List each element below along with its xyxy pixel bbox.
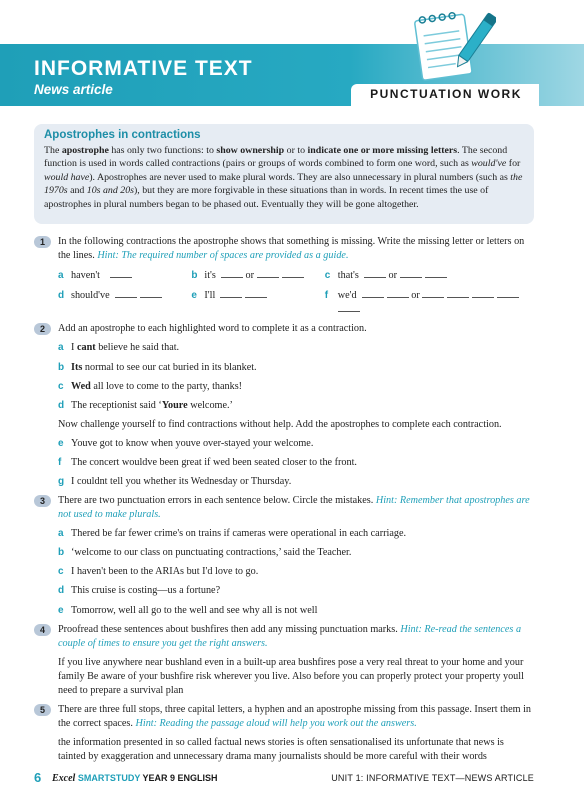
info-text: and xyxy=(67,185,87,197)
highlighted-word[interactable]: cant xyxy=(76,342,96,354)
proofread-passage[interactable]: the information presented in so called factual news stories is often sensationalised its unfortunate that news is tainted by exaggeration and unnecessary drama many journalists should be more careful with their words xyxy=(58,737,504,763)
item-letter: f xyxy=(324,290,329,302)
page-header xyxy=(0,0,584,106)
contraction-word: it's xyxy=(204,270,216,282)
brand-name: Excel xyxy=(52,773,76,784)
item-letter: c xyxy=(58,566,64,578)
series-name: SMARTSTUDY xyxy=(77,773,141,783)
answer-blank[interactable] xyxy=(140,289,162,298)
question-prompt: There are two punctuation errors in each sentence below. Circle the mistakes. xyxy=(58,495,376,507)
sentence-text: welcome.’ xyxy=(187,399,233,411)
list-item[interactable] xyxy=(58,604,534,618)
question-1 xyxy=(34,235,534,317)
list-item xyxy=(58,361,534,375)
info-bold-term: apostrophe xyxy=(61,144,109,156)
book-title xyxy=(52,772,218,786)
answer-blank[interactable] xyxy=(472,289,494,298)
answer-item xyxy=(58,289,191,317)
contraction-word: we'd xyxy=(337,290,357,302)
list-item[interactable] xyxy=(58,475,534,489)
question-4 xyxy=(34,623,534,698)
question-number: 5 xyxy=(34,704,51,716)
question-3 xyxy=(34,494,534,618)
answer-blank[interactable] xyxy=(257,269,279,278)
answer-blank[interactable] xyxy=(422,289,444,298)
info-text: has only two functions: to xyxy=(108,144,217,156)
item-letter: c xyxy=(324,270,331,282)
question-hint: Hint: Reading the passage aloud will help you work out the answers. xyxy=(135,718,417,730)
answer-blank[interactable] xyxy=(400,269,422,278)
answer-blank[interactable] xyxy=(338,303,360,312)
info-text: or to xyxy=(284,144,308,156)
highlighted-word[interactable]: Wed xyxy=(71,380,91,392)
info-text: for xyxy=(506,158,521,170)
question-text xyxy=(58,703,534,731)
sentence-text: Youve got to know when youve over-stayed your welcome. xyxy=(71,437,314,449)
info-box xyxy=(34,124,534,224)
instruction-paragraph: Now challenge yourself to find contractions without help. Add the apostrophes to complete each contraction. xyxy=(58,418,502,430)
question-number: 1 xyxy=(34,236,51,248)
answer-blank[interactable] xyxy=(282,269,304,278)
or-word: or xyxy=(411,290,420,302)
item-letter: c xyxy=(58,380,64,392)
info-italic-term: 10s and 20s xyxy=(86,185,134,197)
info-text: . The second function is used in words called contractions (pairs or groups of words combined to form one word, such as xyxy=(44,144,508,170)
item-letter: b xyxy=(58,361,65,373)
list-item[interactable] xyxy=(58,565,534,579)
unit-title: UNIT 1: INFORMATIVE TEXT—NEWS ARTICLE xyxy=(331,773,534,783)
question-number: 3 xyxy=(34,495,51,507)
answer-item xyxy=(325,289,534,317)
item-letter: a xyxy=(58,342,64,354)
sentence-text: Tomorrow, well all go to the well and see why all is not well xyxy=(71,604,318,616)
sentence-text: Thered be far fewer crime's on trains if cameras were operational in each carriage. xyxy=(71,528,407,540)
answer-blank[interactable] xyxy=(497,289,519,298)
item-letter: d xyxy=(58,585,65,597)
sentence-text: I xyxy=(71,342,77,354)
item-letter: b xyxy=(58,547,65,559)
info-box-text xyxy=(44,144,524,211)
answer-blank[interactable] xyxy=(115,289,137,298)
book-name: YEAR 9 ENGLISH xyxy=(142,773,218,783)
sentence-text: all love to come to the party, thanks! xyxy=(90,380,243,392)
sentence-text: normal to see our cat buried in its blanket. xyxy=(82,361,257,373)
question-hint: Hint: Remember that apostrophes are not used to make plurals. xyxy=(58,495,530,521)
list-item xyxy=(58,341,534,355)
contraction-word: that's xyxy=(337,270,359,282)
list-item[interactable] xyxy=(58,527,534,541)
question-number: 4 xyxy=(34,624,51,636)
info-bold-term: show ownership xyxy=(216,144,285,156)
item-letter: b xyxy=(191,270,198,282)
item-letter: f xyxy=(58,456,62,468)
answer-item xyxy=(191,289,324,317)
question-prompt: In the following contractions the apostrophe shows that something is missing. Write the missing letter or letters on the lines. xyxy=(58,236,525,262)
item-letter: e xyxy=(58,437,64,449)
question-prompt: There are three full stops, three capital letters, a hyphen and an apostrophe missing from this passage. Insert them in the correct spaces. xyxy=(58,704,532,730)
answer-blank[interactable] xyxy=(110,269,132,278)
list-item[interactable] xyxy=(58,584,534,598)
section-tab-label: PUNCTUATION WORK xyxy=(370,87,522,101)
list-item xyxy=(58,380,534,394)
page-subtitle: News article xyxy=(34,82,113,97)
answer-blank[interactable] xyxy=(364,269,386,278)
list-item xyxy=(58,399,534,413)
answer-item xyxy=(191,269,324,283)
proofread-passage[interactable]: If you live anywhere near bushland even in a built-up area bushfires pose a very real threat to your home and your family Be aware of your bushfire risk wherever you live. Also before you can properly protect your property youll need to prepare a survival plan xyxy=(58,656,524,696)
answer-blank[interactable] xyxy=(425,269,447,278)
page-title: INFORMATIVE TEXT xyxy=(34,57,253,80)
question-prompt: Proofread these sentences about bushfires then add any missing punctuation marks. xyxy=(58,623,401,635)
page-footer xyxy=(34,771,534,785)
sentence-text: ‘welcome to our class on punctuating contractions,’ said the Teacher. xyxy=(71,547,352,559)
notepad-icon xyxy=(408,4,496,84)
answer-blank[interactable] xyxy=(245,289,267,298)
item-letter: e xyxy=(191,290,197,302)
question-5 xyxy=(34,703,534,764)
answer-blank[interactable] xyxy=(362,289,384,298)
or-word: or xyxy=(388,270,397,282)
info-italic-term: would have xyxy=(44,171,90,183)
info-bold-term: indicate one or more missing letters xyxy=(307,144,458,156)
question-number: 2 xyxy=(34,323,51,335)
item-letter: a xyxy=(58,270,64,282)
question-text: Add an apostrophe to each highlighted word to complete it as a contraction. xyxy=(58,323,367,335)
answer-row xyxy=(58,269,534,283)
answer-row xyxy=(58,289,534,317)
item-letter: d xyxy=(58,290,65,302)
info-text: ), but they are more forgivable in these situations than in words. In recent times the use of apostrophes in plural numbers began to be phased out. Eventually they will be gone altogether. xyxy=(44,185,489,210)
highlighted-word[interactable]: Its xyxy=(71,361,83,373)
info-text: The xyxy=(44,144,62,156)
contraction-word: should've xyxy=(71,290,110,302)
sentence-text: The receptionist said ‘ xyxy=(71,399,162,411)
info-italic-term: would've xyxy=(471,158,507,170)
question-2 xyxy=(34,322,534,489)
question-text xyxy=(58,235,534,263)
item-letter: d xyxy=(58,399,65,411)
sentence-text: The concert wouldve been great if wed been seated closer to the front. xyxy=(71,456,357,468)
list-item[interactable] xyxy=(58,437,534,451)
item-letter: a xyxy=(58,528,64,540)
list-item[interactable] xyxy=(58,546,534,560)
sentence-text: I haven't been to the ARIAs but I'd love to go. xyxy=(71,566,259,578)
sentence-text: This cruise is costing—us a fortune? xyxy=(71,585,221,597)
info-text: ). Apostrophes are never used to make plural words. They are also unnecessary in plural numbers (such as xyxy=(89,171,511,183)
highlighted-word[interactable]: Youre xyxy=(161,399,188,411)
item-letter: e xyxy=(58,604,64,616)
answer-blank[interactable] xyxy=(221,269,243,278)
answer-item xyxy=(325,269,534,283)
answer-item xyxy=(58,269,191,283)
question-text xyxy=(58,494,534,522)
page-number: 6 xyxy=(34,770,42,785)
answer-blank[interactable] xyxy=(220,289,242,298)
exercise-content xyxy=(34,235,534,767)
contraction-word: I'll xyxy=(204,290,216,302)
info-box-title: Apostrophes in contractions xyxy=(44,129,201,141)
question-hint: Hint: Re-read the sentences a couple of times to ensure you get the right answers. xyxy=(58,623,522,649)
sentence-text: believe he said that. xyxy=(95,342,180,354)
list-item[interactable] xyxy=(58,456,534,470)
question-text xyxy=(58,623,534,651)
info-italic-term: the 1970s xyxy=(44,171,523,197)
question-hint: Hint: The required number of spaces are provided as a guide. xyxy=(97,250,349,262)
answer-blank[interactable] xyxy=(387,289,409,298)
or-word: or xyxy=(245,270,254,282)
contraction-word: haven't xyxy=(71,270,100,282)
sentence-text: I couldnt tell you whether its Wednesday or Thursday. xyxy=(71,476,292,488)
answer-blank[interactable] xyxy=(447,289,469,298)
item-letter: g xyxy=(58,476,65,488)
